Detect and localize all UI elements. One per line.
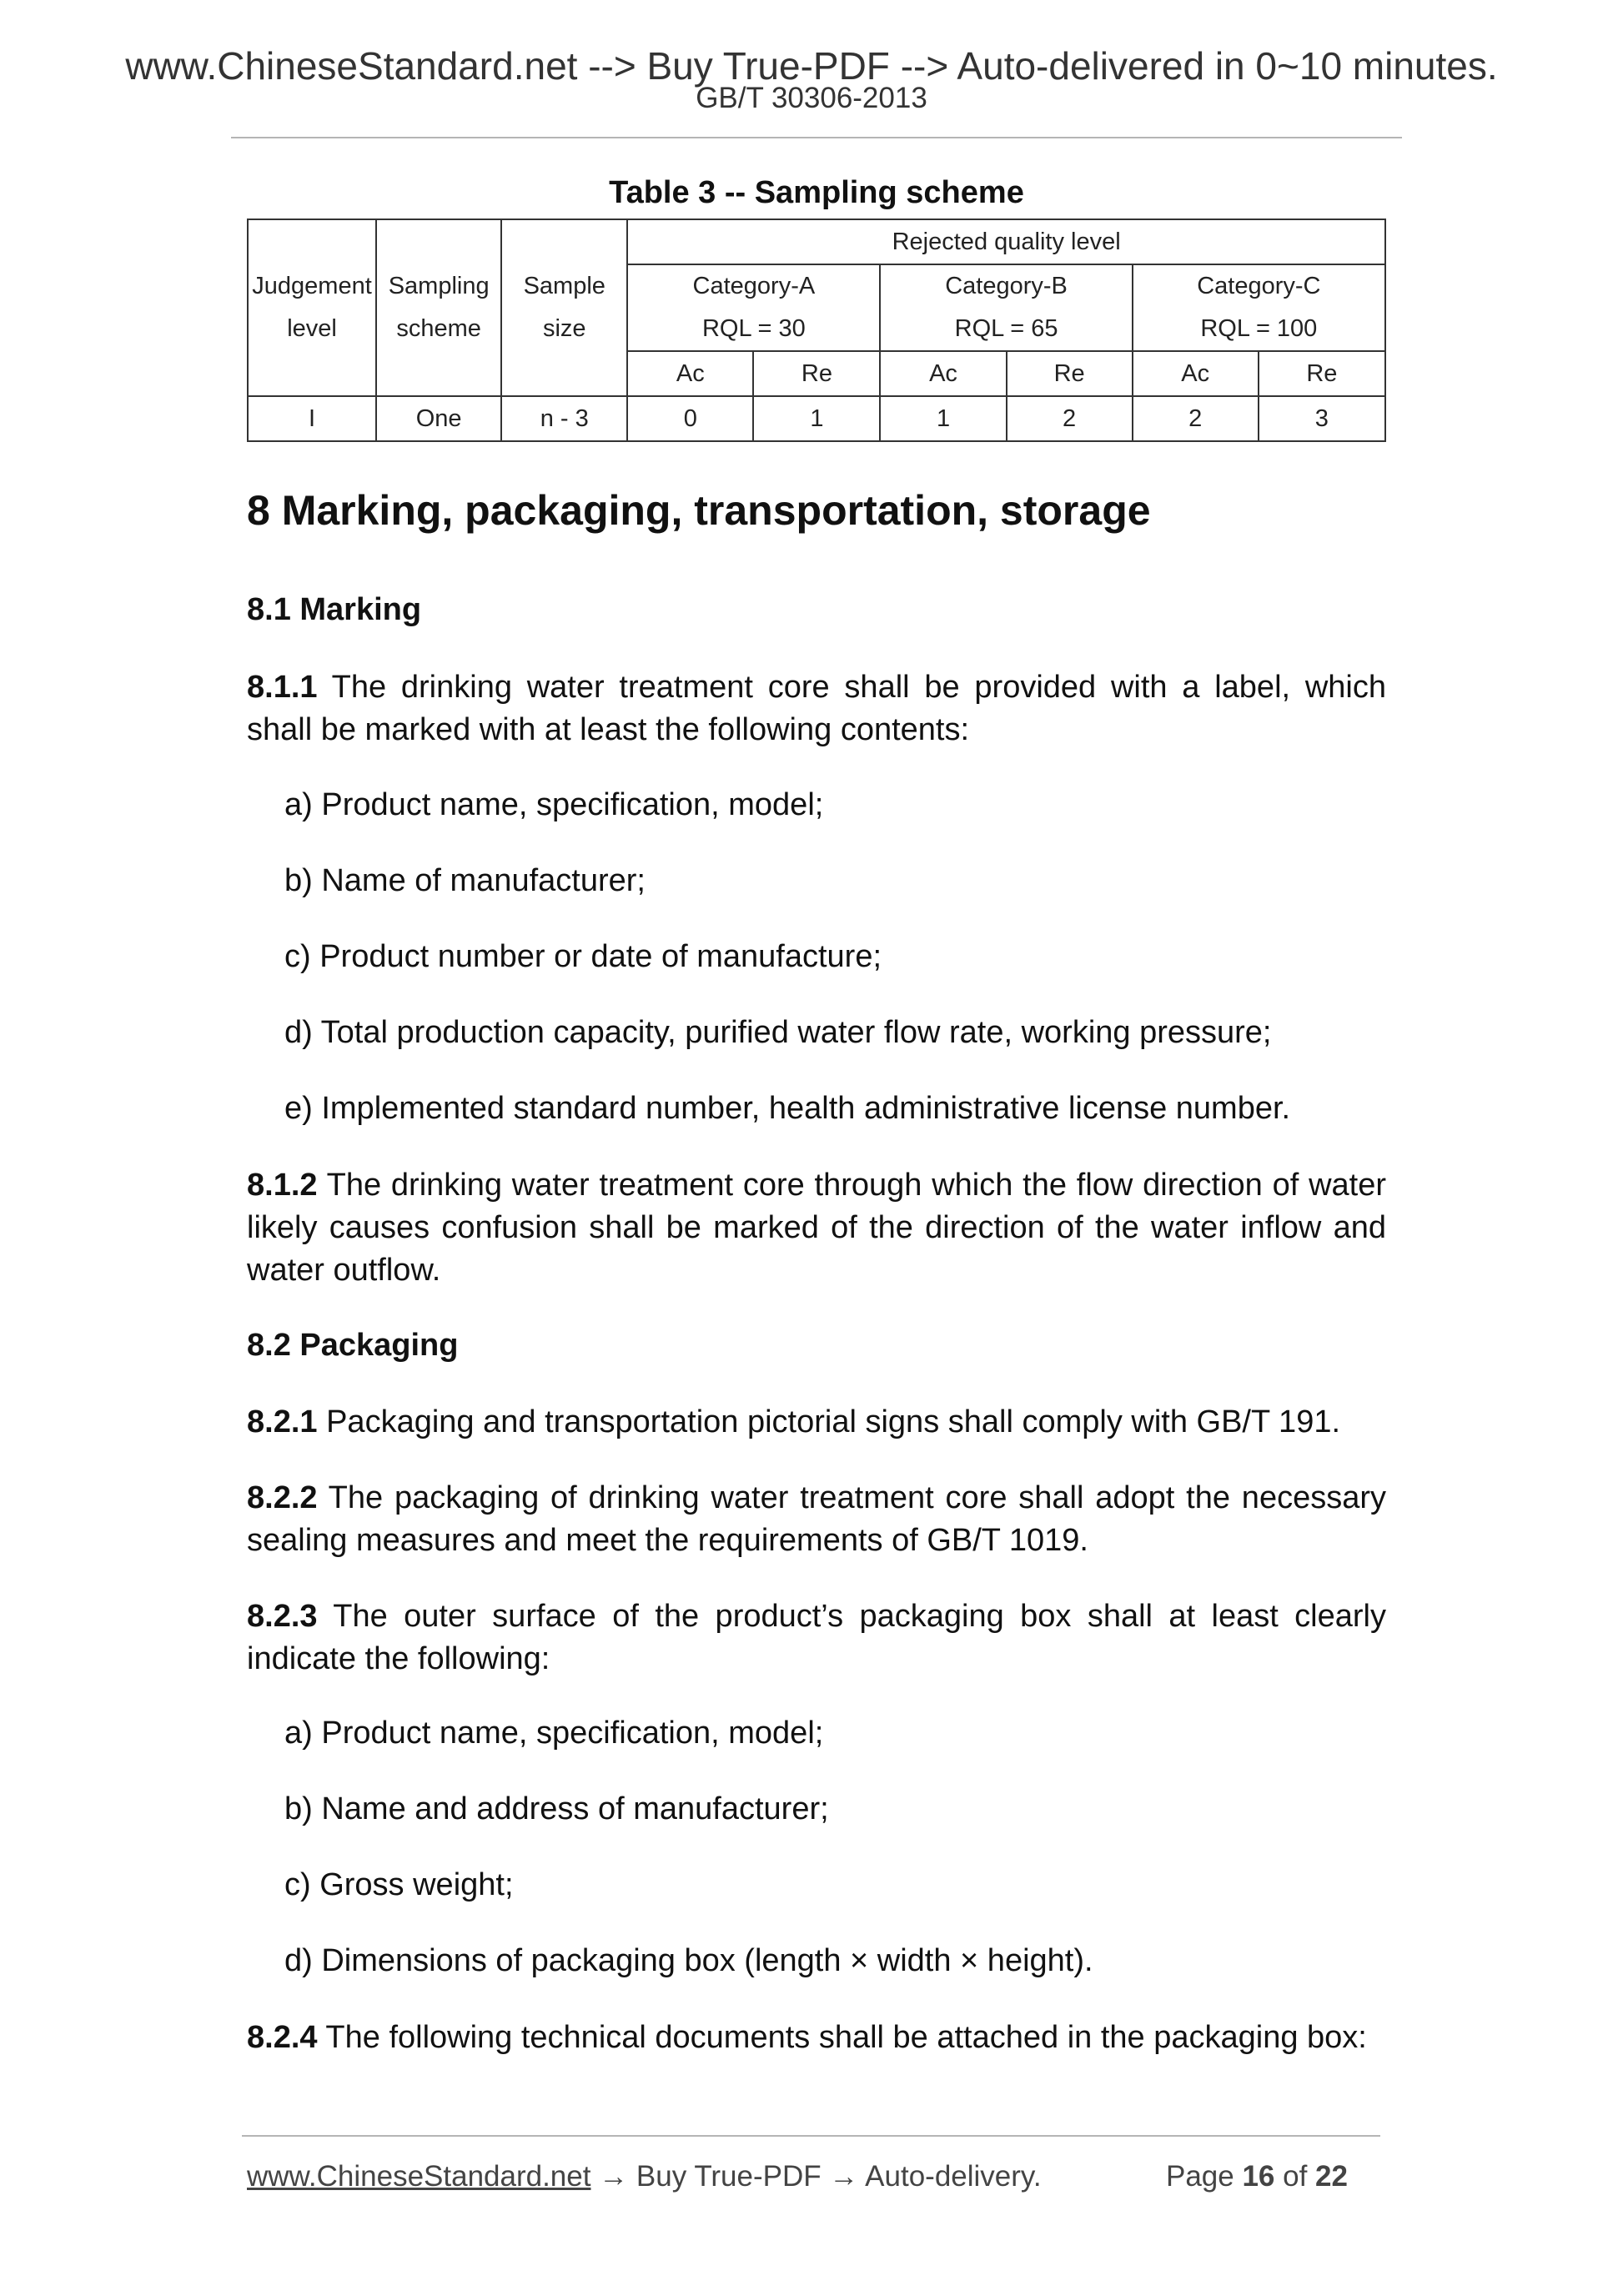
- list-item: b) Name of manufacturer;: [284, 863, 646, 898]
- clause-number: 8.2.1: [247, 1404, 318, 1439]
- clause-text: The following technical documents shall be attached in the packaging box:: [317, 2020, 1367, 2055]
- section-8-1-heading: 8.1 Marking: [247, 592, 422, 627]
- list-item: e) Implemented standard number, health administrative license number.: [284, 1091, 1291, 1126]
- table-cell: 0: [627, 396, 753, 441]
- sampling-scheme-table: [247, 219, 1386, 442]
- table-cell: One: [376, 396, 501, 441]
- list-item: a) Product name, specification, model;: [284, 1716, 824, 1751]
- header-re: Re: [1259, 351, 1385, 396]
- list-item: d) Total production capacity, purified water flow rate, working pressure;: [284, 1015, 1272, 1050]
- table-cell: 1: [753, 396, 880, 441]
- header-sample-size: Sample size: [501, 219, 627, 396]
- page-number: Page 16 of 22: [1166, 2160, 1348, 2193]
- header-ac: Ac: [1133, 351, 1259, 396]
- list-item: c) Gross weight;: [284, 1867, 514, 1902]
- list-item: a) Product name, specification, model;: [284, 787, 824, 822]
- table-cell: I: [248, 396, 376, 441]
- clause-8-2-1: [247, 1401, 1386, 1444]
- header-ac: Ac: [627, 351, 753, 396]
- header-divider: [231, 137, 1402, 138]
- header-re: Re: [753, 351, 880, 396]
- footer-suffix: → Buy True-PDF → Auto-delivery.: [590, 2160, 1042, 2193]
- section-8-heading: 8 Marking, packaging, transportation, storage: [247, 487, 1151, 534]
- total-pages: 22: [1315, 2160, 1348, 2193]
- clause-8-1-2: [247, 1164, 1386, 1292]
- clause-text: The drinking water treatment core shall be provided with a label, which shall be marked with at least the following contents:: [247, 670, 1386, 747]
- clause-number: 8.2.3: [247, 1599, 318, 1634]
- header-category-a: Category-A RQL = 30: [627, 264, 880, 351]
- clause-text: Packaging and transportation pictorial signs shall comply with GB/T 191.: [317, 1404, 1341, 1439]
- clause-8-2-4: [247, 2017, 1386, 2059]
- clause-number: 8.1.1: [247, 670, 318, 705]
- header-judgement-level: Judgement level: [248, 219, 376, 396]
- list-item: b) Name and address of manufacturer;: [284, 1791, 829, 1826]
- section-8-2-heading: 8.2 Packaging: [247, 1328, 459, 1363]
- list-item: d) Dimensions of packaging box (length × width × height).: [284, 1943, 1093, 1978]
- clause-text: The packaging of drinking water treatment core shall adopt the necessary sealing measures and meet the requirements of GB/T 1019.: [247, 1480, 1386, 1558]
- clause-text: The outer surface of the product’s packaging box shall at least clearly indicate the following:: [247, 1599, 1386, 1676]
- clause-8-2-2: [247, 1477, 1386, 1562]
- clause-text: The drinking water treatment core through which the flow direction of water likely causes confusion shall be marked of the direction of the water inflow and water outflow.: [247, 1168, 1386, 1288]
- clause-number: 8.2.2: [247, 1480, 318, 1515]
- current-page: 16: [1242, 2160, 1275, 2193]
- table-row: [248, 396, 1385, 441]
- table-cell: 2: [1007, 396, 1133, 441]
- footer-link: [247, 2160, 1042, 2193]
- header-sampling-scheme: Sampling scheme: [376, 219, 501, 396]
- header-ac: Ac: [880, 351, 1006, 396]
- clause-number: 8.2.4: [247, 2020, 318, 2055]
- table-cell: 2: [1133, 396, 1259, 441]
- top-banner: www.ChineseStandard.net --> Buy True-PDF --> Auto-delivered in 0~10 minutes.: [125, 44, 1498, 88]
- table-title: Table 3 -- Sampling scheme: [609, 175, 1024, 210]
- clause-8-1-1: [247, 666, 1386, 751]
- table-cell: n - 3: [501, 396, 627, 441]
- clause-number: 8.1.2: [247, 1168, 318, 1203]
- list-item: c) Product number or date of manufacture;: [284, 939, 882, 974]
- header-rejected-quality-level: Rejected quality level: [627, 219, 1385, 264]
- table-cell: 1: [880, 396, 1006, 441]
- document-code: GB/T 30306-2013: [696, 82, 927, 114]
- header-category-c: Category-C RQL = 100: [1133, 264, 1385, 351]
- footer-divider: [242, 2135, 1380, 2137]
- table-cell: 3: [1259, 396, 1385, 441]
- clause-8-2-3: [247, 1595, 1386, 1681]
- footer-url-link[interactable]: www.ChineseStandard.net: [247, 2160, 591, 2193]
- header-re: Re: [1007, 351, 1133, 396]
- header-category-b: Category-B RQL = 65: [880, 264, 1132, 351]
